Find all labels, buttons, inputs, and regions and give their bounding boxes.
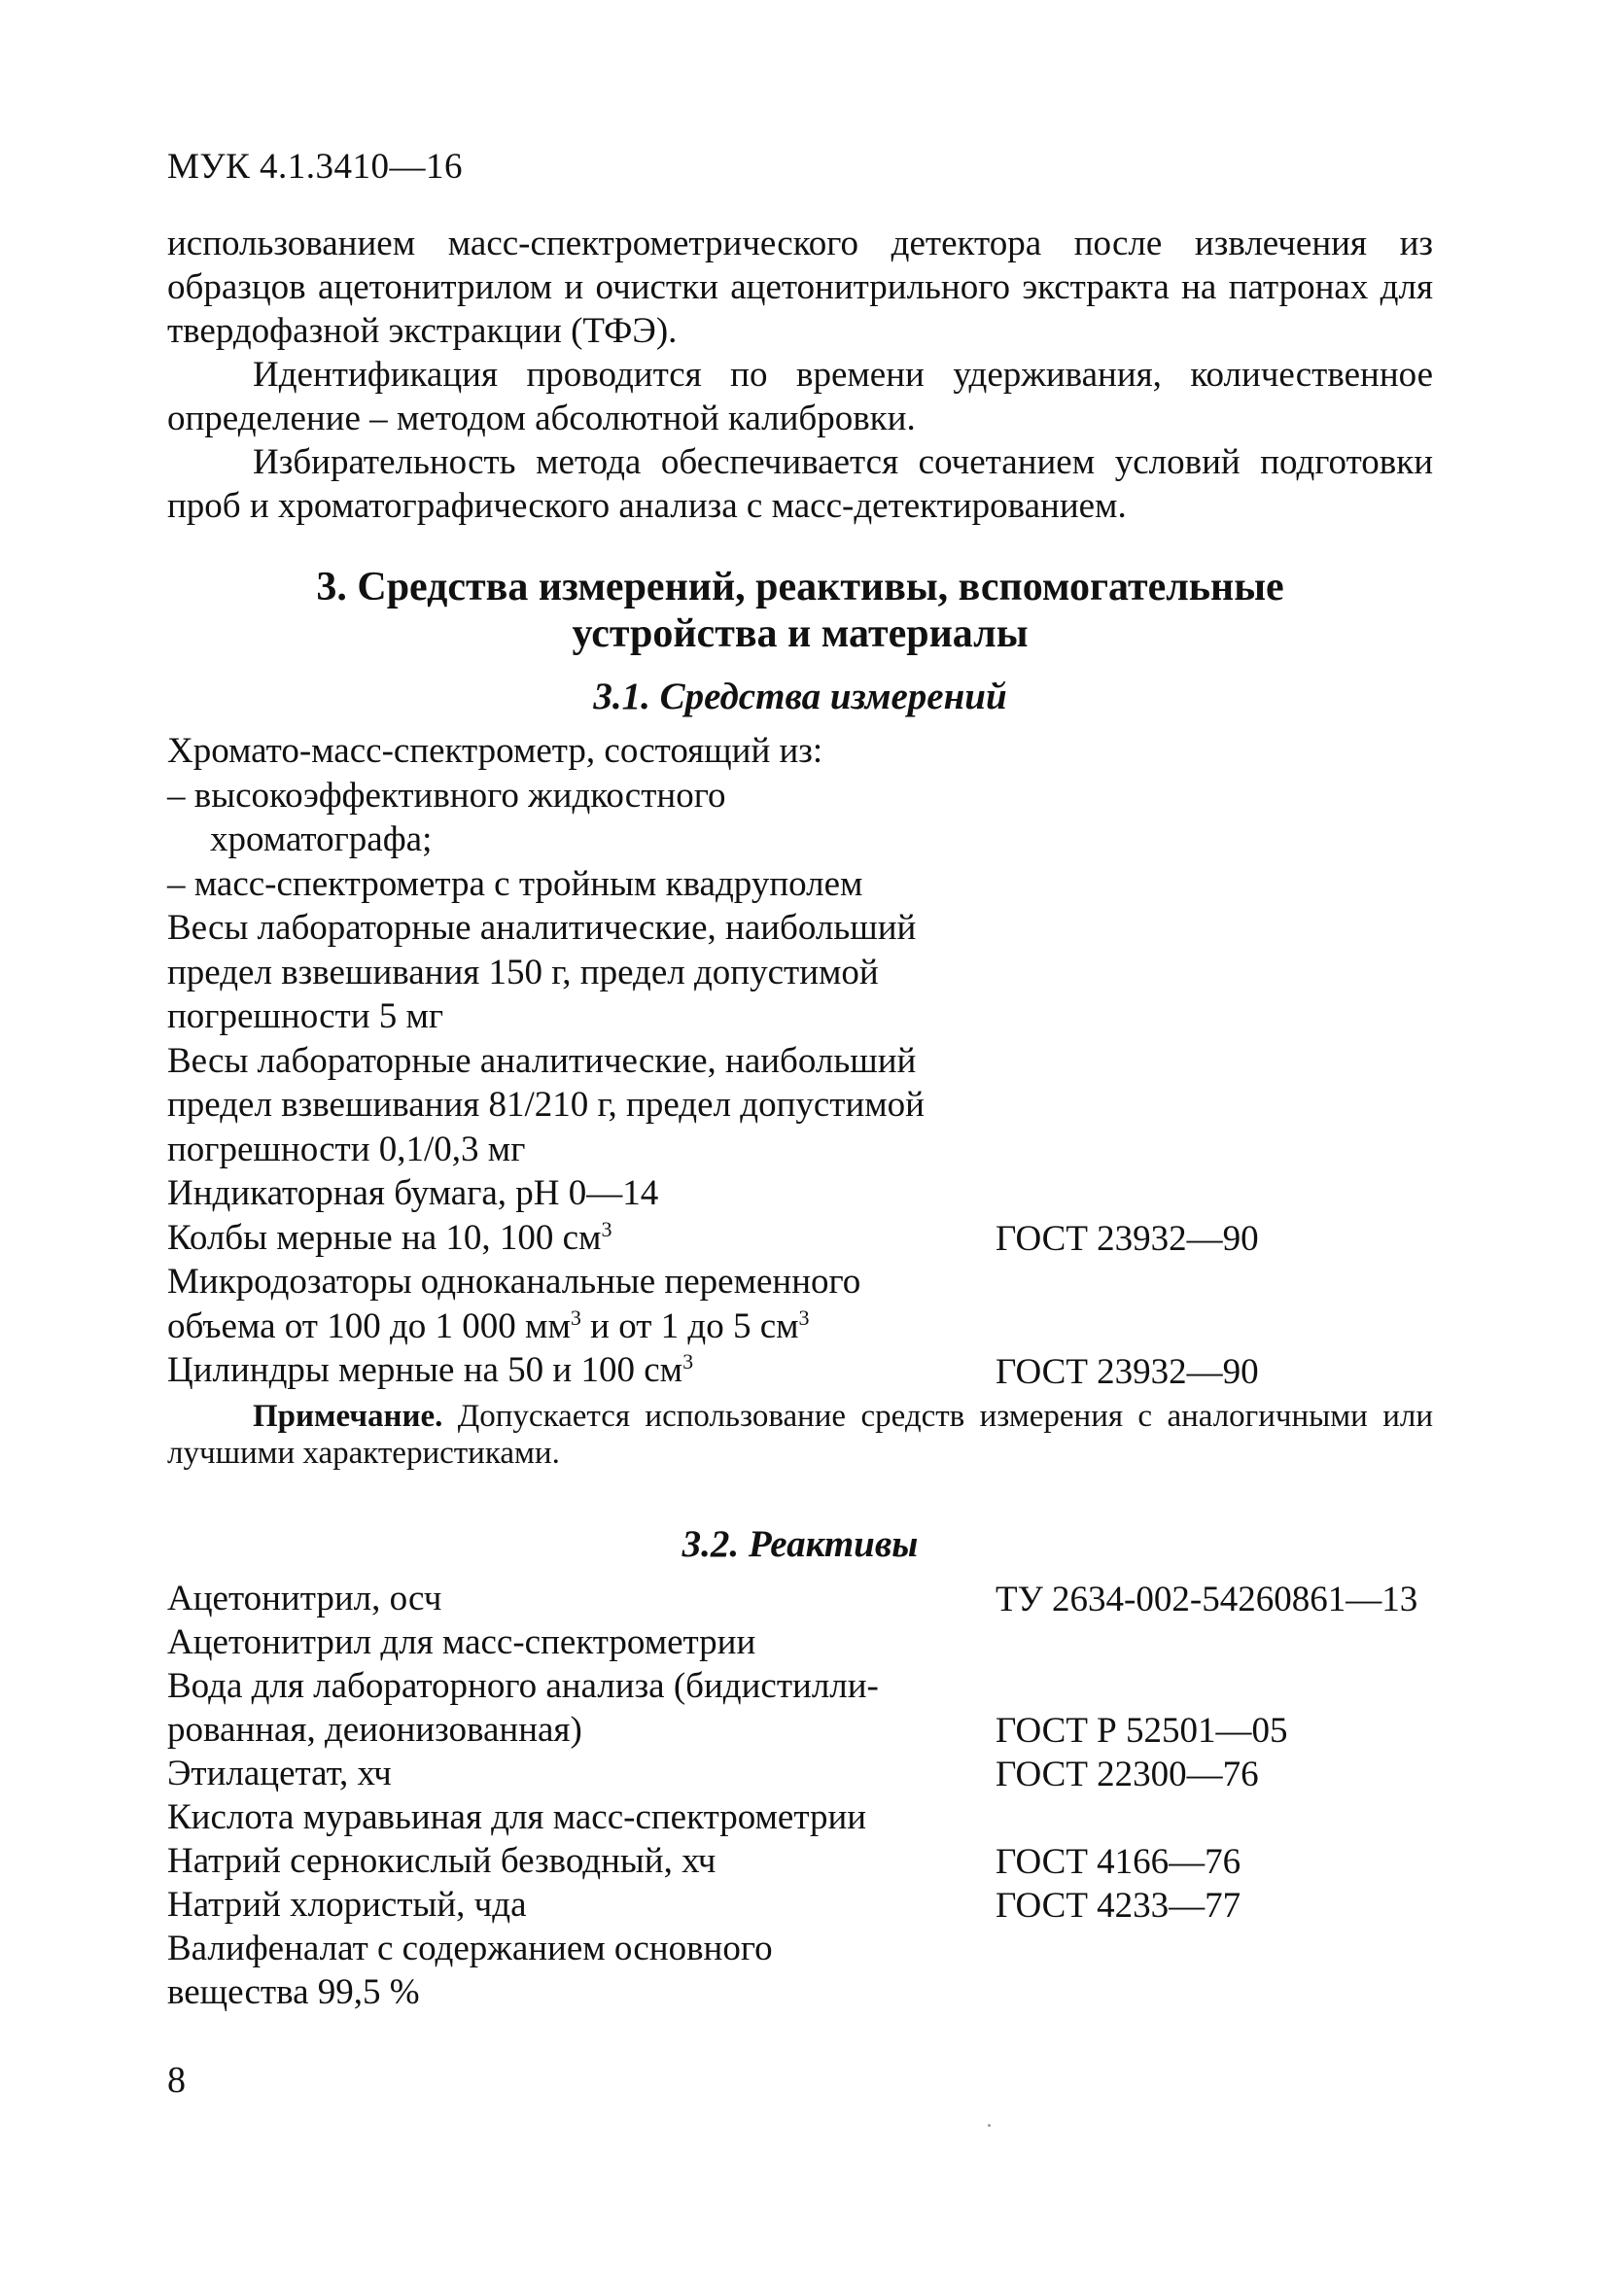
list-item [167,1577,1470,1620]
item-reference: ГОСТ 4233—77 [996,1886,1241,1926]
item-label: Ацетонитрил для масс-спектрометрии [167,1622,756,1662]
superscript: 3 [798,1305,810,1330]
item-reference: ТУ 2634-002-54260861—13 [996,1580,1418,1619]
item-label-continuation: рованная, деионизованная) [167,1710,582,1750]
list-item [167,1620,1470,1664]
list-item [167,1839,1470,1883]
item-label: Весы лабораторные аналитические, наибольший [167,908,917,948]
item-label: Микродозаторы одноканальные переменного [167,1262,861,1302]
measurement-instruments-list [167,729,1470,1393]
list-item [167,1664,1470,1752]
item-label: Этилацетат, хч [167,1754,392,1793]
item-text: Колбы мерные на 10, 100 см [167,1217,602,1258]
item-text: Цилиндры мерные на 50 и 100 см [167,1350,683,1390]
scan-artifact [988,2124,991,2127]
item-label [167,1216,984,1261]
list-item [167,1795,1470,1839]
page-number: 8 [167,2060,186,2101]
item-label-continuation: вещества 99,5 % [167,1972,420,2012]
item-label: Вода для лабораторного анализа (бидистилли- [167,1666,879,1706]
item-text: и от 1 до 5 см [580,1305,799,1346]
subsection-3-1-title: 3.1. Средства измерений [593,676,1007,717]
list-item [167,1927,1470,2014]
item-label: Ацетонитрил, осч [167,1579,442,1618]
list-item [167,906,1470,1039]
item-reference: ГОСТ 22300—76 [996,1755,1259,1794]
intro-paragraph-1: использованием масс-спектрометрического детектора после извлечения из образцов ацетонитрилом и очистки ацетонитрильного экстракта на патронах для твердофазной экстракции (ТФЭ). [167,224,1433,351]
item-label-continuation: хроматографа; [210,819,433,859]
list-item [167,1039,1470,1172]
list-item [167,774,1470,862]
item-text: объема от 100 до 1 000 мм [167,1305,571,1346]
intro-paragraph-2: Идентификация проводится по времени удерживания, количественное определение – методом абсолютной калибровки. [167,355,1433,438]
note-paragraph [167,1398,1433,1472]
item-label: Кислота муравьиная для масс-спектрометрии [167,1797,867,1837]
intro-paragraph-3: Избирательность метода обеспечивается сочетанием условий подготовки проб и хроматографического анализа с масс-детектированием. [167,442,1433,526]
list-item [167,729,1470,774]
item-label: Индикаторная бумага, рН 0—14 [167,1173,659,1213]
item-label-continuation: предел взвешивания 81/210 г, предел допустимой [167,1085,925,1125]
note-label: Примечание. [253,1399,443,1434]
running-header: МУК 4.1.3410—16 [167,147,464,187]
list-item [167,1171,1470,1216]
item-label: Натрий хлористый, чда [167,1885,527,1925]
item-label: – высокоэффективного жидкостного [167,775,726,816]
item-reference: ГОСТ 23932—90 [996,1219,1259,1259]
note-text: Допускается использование средств измерения с аналогичными или лучшими характеристиками. [167,1399,1433,1471]
item-label [167,1348,984,1393]
list-item [167,862,1470,907]
subsection-3-2-title: 3.2. Реактивы [682,1523,919,1565]
item-reference: ГОСТ 23932—90 [996,1351,1259,1392]
list-item [167,1216,1470,1261]
item-label-continuation [167,1305,984,1349]
item-label: – масс-спектрометра с тройным квадруполем [167,863,863,904]
reagents-list [167,1577,1470,2014]
superscript: 3 [601,1216,612,1241]
item-reference: ГОСТ 4166—76 [996,1842,1241,1882]
item-label-continuation: погрешности 5 мг [167,996,444,1036]
section-3-title-line-2: устройства и материалы [572,611,1029,656]
list-item [167,1883,1470,1927]
item-label: Хромато-масс-спектрометр, состоящий из: [167,731,823,771]
section-3-title [167,564,1433,657]
list-item [167,1260,1470,1348]
item-label: Валифеналат с содержанием основного [167,1929,773,1968]
item-label: Весы лабораторные аналитические, наибольший [167,1040,917,1081]
item-label-continuation: предел взвешивания 150 г, предел допустимой [167,952,879,992]
item-reference: ГОСТ Р 52501—05 [996,1711,1288,1751]
superscript: 3 [682,1349,694,1374]
list-item [167,1752,1470,1795]
item-label: Натрий сернокислый безводный, хч [167,1841,717,1881]
item-label-continuation: погрешности 0,1/0,3 мг [167,1129,526,1169]
list-item [167,1348,1470,1393]
section-3-title-line-1: 3. Средства измерений, реактивы, вспомогательные [316,565,1284,609]
superscript: 3 [570,1305,581,1330]
